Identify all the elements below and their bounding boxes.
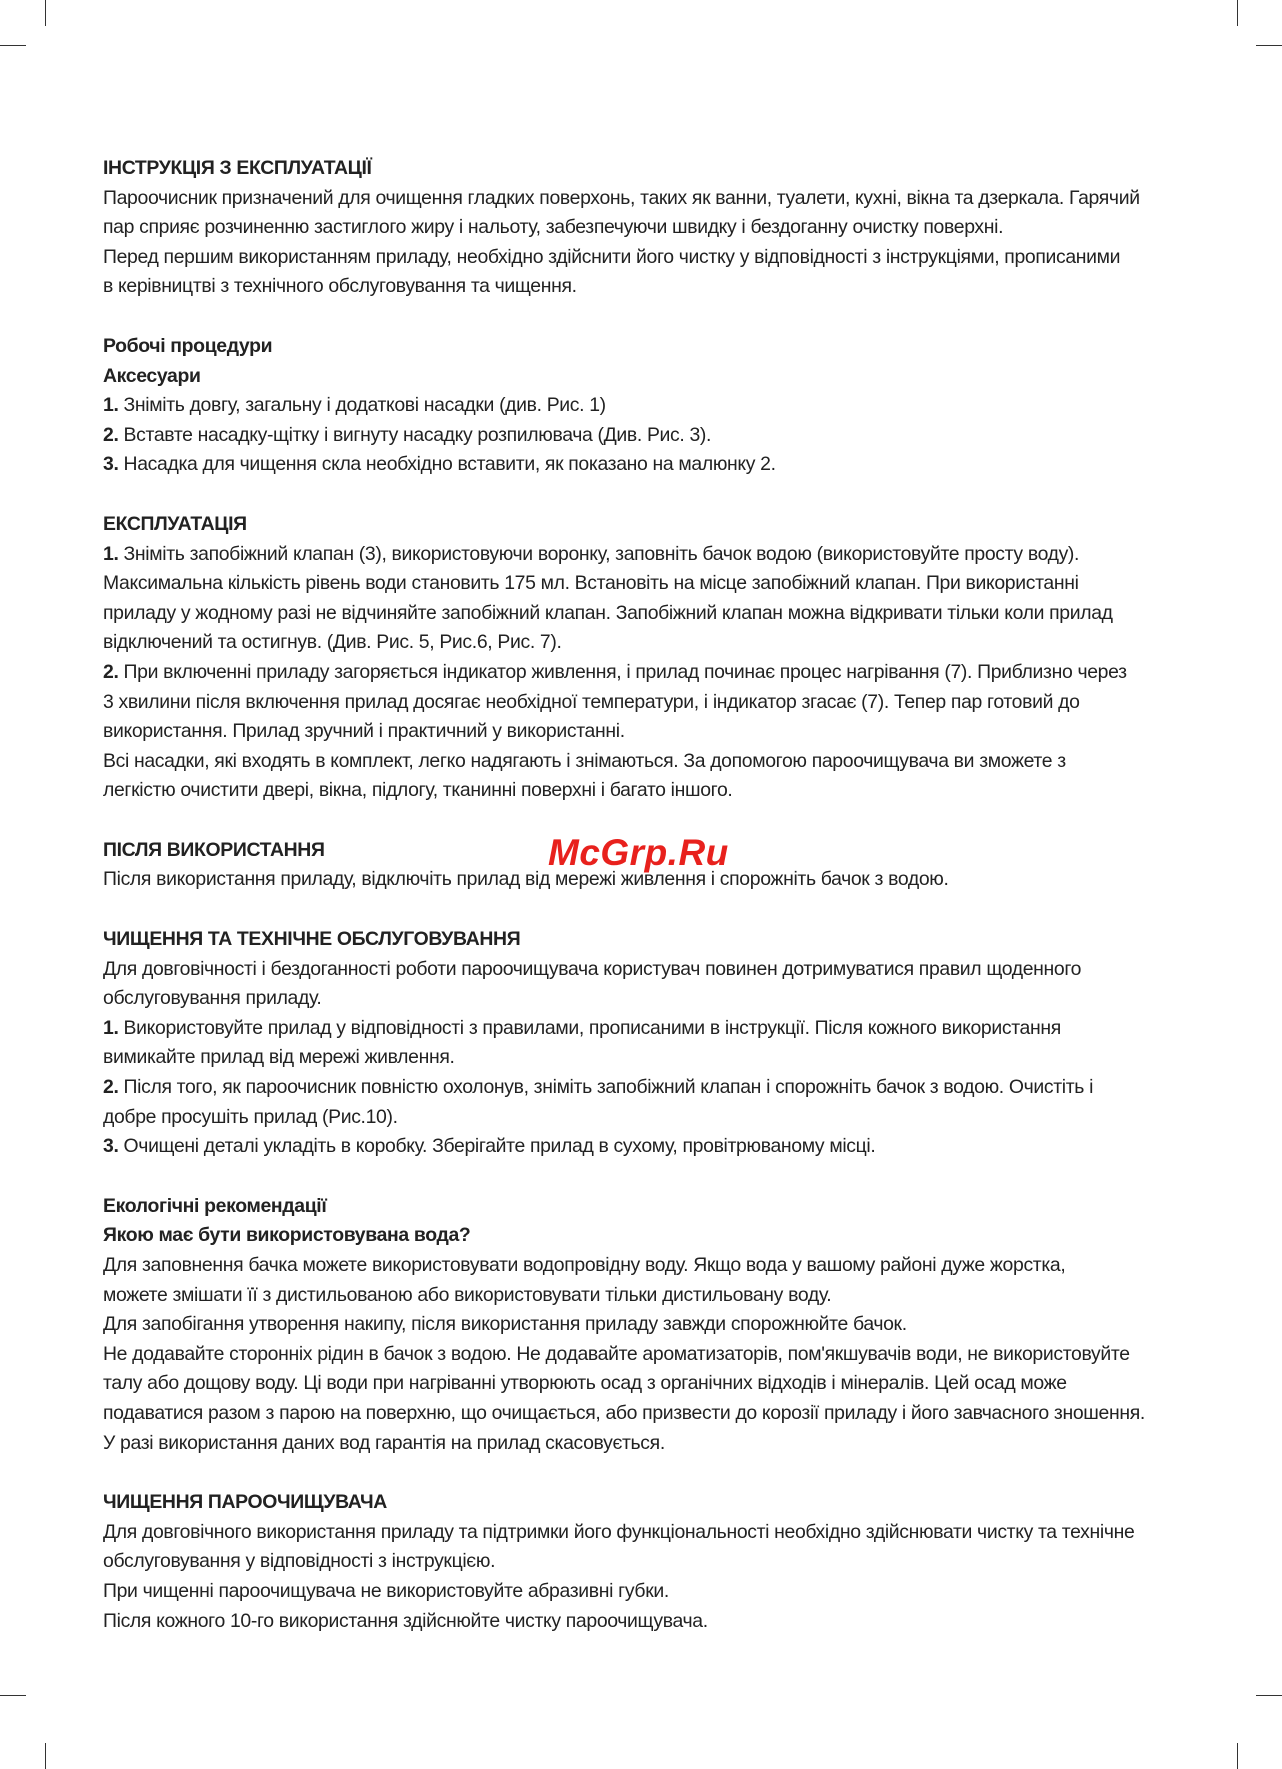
paragraph-line: в керівництві з технічного обслуговування та чищення.: [103, 275, 577, 298]
section-heading: ІНСТРУКЦІЯ З ЕКСПЛУАТАЦІЇ: [103, 157, 372, 179]
paragraph-line: [103, 658, 1178, 688]
item-number: 1.: [103, 542, 119, 565]
paragraph-line: [103, 599, 1178, 629]
item-text: Насадка для чищення скла необхідно вставити, як показано на малюнку 2.: [118, 453, 776, 476]
paragraph-line: Перед першим використанням приладу, необхідно здійснити його чистку у відповідності з інструкціями, прописаними: [103, 245, 1121, 268]
paragraph-line: У разі використання даних вод гарантія на прилад скасовується.: [103, 1431, 665, 1454]
paragraph-line: [103, 628, 1178, 658]
paragraph-line: Пароочисник призначений для очищення гладких поверхонь, таких як ванни, туалети, кухні, вікна та дзеркала. Гарячий: [103, 186, 1140, 209]
crop-mark: [45, 0, 46, 26]
list-item: [103, 391, 1178, 421]
section-steam-cleaner-cleaning: [103, 1488, 1183, 1636]
section-heading: ЧИЩЕННЯ ПАРООЧИЩУВАЧА: [103, 1491, 387, 1514]
section-operation: [103, 510, 1183, 806]
crop-mark: [45, 1743, 46, 1769]
paragraph-line: Для довговічного використання приладу та підтримки його функціональності необхідно здійснювати чистку та технічне: [103, 1520, 1135, 1543]
paragraph-line: Не додавайте сторонніх рідин в бачок з водою. Не додавайте ароматизаторів, пом'якшувачів води, не використовуйте: [103, 1342, 1130, 1365]
line-text: відключений та остигнув. (Див. Рис. 5, Рис.6, Рис. 7).: [103, 631, 562, 654]
section-subheading: Якою має бути використовувана вода?: [103, 1224, 471, 1247]
crop-mark: [1237, 1743, 1238, 1769]
list-item: [103, 450, 1178, 480]
line-text: приладу у жодному разі не відчиняйте запобіжний клапан. Запобіжний клапан можна відкривати тільки коли прилад: [103, 601, 1113, 624]
section-cleaning-maintenance: [103, 925, 1183, 1162]
paragraph-line: Для запобігання утворення накипу, після використання приладу завжди спорожнюйте бачок.: [103, 1313, 907, 1336]
crop-mark: [0, 1695, 26, 1696]
section-procedures: [103, 332, 1183, 480]
paragraph-line: [103, 1043, 1178, 1073]
section-heading: Екологічні рекомендації: [103, 1194, 327, 1217]
line-text: вимикайте прилад від мережі живлення.: [103, 1046, 455, 1069]
paragraph-line: [103, 747, 1178, 777]
item-number: 2.: [103, 423, 119, 446]
crop-mark: [1256, 45, 1282, 46]
line-text: Максимальна кількість рівень води становить 175 мл. Встановіть на місце запобіжний клапан. При використанні: [103, 572, 1079, 595]
line-text: 3 хвилини після включення прилад досягає необхідної температури, і індикатор згасає (7). Тепер пар готовий до: [103, 690, 1080, 713]
paragraph-line: [103, 1014, 1178, 1044]
section-heading: Робочі процедури: [103, 334, 273, 357]
paragraph-line: Після використання приладу, відключіть прилад від мережі живлення і спорожніть бачок з водою.: [103, 868, 949, 891]
list-item: [103, 421, 1178, 451]
paragraph-line: Для заповнення бачка можете використовувати водопровідну воду. Якщо вода у вашому районі дуже жорстка,: [103, 1254, 1066, 1276]
section-ecology: [103, 1192, 1183, 1458]
section-instructions: [103, 154, 1183, 302]
watermark-logo: McGrp.Ru: [548, 832, 729, 873]
paragraph-line: [103, 540, 1178, 570]
document-body: [103, 154, 1183, 1636]
paragraph-line: [103, 717, 1178, 747]
paragraph-line: талу або дощову воду. Ці води при нагріванні утворюють осад з органічних відходів і мінералів. Цей осад може: [103, 1372, 1067, 1395]
crop-mark: [1237, 0, 1238, 26]
paragraph-line: При чищенні пароочищувача не використовуйте абразивні губки.: [103, 1579, 669, 1602]
paragraph-line: [103, 1073, 1178, 1103]
paragraph-line: можете змішати її з дистильованою або використовувати тільки дистильовану воду.: [103, 1283, 832, 1306]
line-text: Всі насадки, які входять в комплект, легко надягають і знімаються. За допомогою пароочищувача ви зможете з: [103, 749, 1066, 772]
paragraph-line: подаватися разом з парою на поверхню, що очищається, або призвести до корозії приладу і його завчасного зношення.: [103, 1401, 1145, 1424]
section-heading: ЕКСПЛУАТАЦІЯ: [103, 512, 247, 535]
item-text: Зніміть довгу, загальну і додаткові насадки (див. Рис. 1): [118, 394, 606, 417]
item-number: 1.: [103, 394, 119, 417]
item-number: 2.: [103, 660, 119, 683]
item-number: 1.: [103, 1016, 119, 1039]
paragraph-line: [103, 984, 1178, 1014]
item-text: Вставте насадку-щітку і вигнуту насадку розпилювача (Див. Рис. 3).: [118, 423, 712, 446]
crop-mark: [0, 45, 26, 46]
line-text: легкістю очистити двері, вікна, підлогу, тканинні поверхні і багато іншого.: [103, 779, 733, 802]
section-heading: ПІСЛЯ ВИКОРИСТАННЯ: [103, 838, 325, 861]
paragraph-line: [103, 569, 1178, 599]
item-number: 2.: [103, 1076, 119, 1099]
item-number: 3.: [103, 453, 119, 476]
crop-mark: [1256, 1695, 1282, 1696]
paragraph-line: [103, 688, 1178, 718]
paragraph-line: [103, 1132, 1178, 1162]
section-subheading: Аксесуари: [103, 364, 201, 387]
line-text: добре просушіть прилад (Рис.10).: [103, 1105, 398, 1128]
line-text: Використовуйте прилад у відповідності з правилами, прописаними в інструкції. Після кожного використання: [118, 1016, 1061, 1039]
line-text: Для довговічності і бездоганності роботи пароочищувача користувач повинен дотримуватися правил щоденного: [103, 957, 1082, 980]
section-heading: ЧИЩЕННЯ ТА ТЕХНІЧНЕ ОБСЛУГОВУВАННЯ: [103, 928, 521, 951]
line-text: використання. Прилад зручний і практичний у використанні.: [103, 720, 625, 743]
paragraph-line: [103, 955, 1178, 985]
line-text: При включенні приладу загоряється індикатор живлення, і прилад починає процес нагрівання (7). Приблизно через: [118, 660, 1127, 683]
paragraph-line: пар сприяє розчиненню застиглого жиру і нальоту, забезпечуючи швидку і бездоганну очистку поверхні.: [103, 216, 1004, 239]
item-number: 3.: [103, 1135, 119, 1158]
paragraph-line: [103, 1103, 1178, 1133]
line-text: Зніміть запобіжний клапан (3), використовуючи воронку, заповніть бачок водою (використовуйте просту воду).: [118, 542, 1080, 565]
line-text: обслуговування приладу.: [103, 987, 322, 1010]
line-text: Очищені деталі укладіть в коробку. Зберігайте прилад в сухому, провітрюваному місці.: [118, 1135, 876, 1158]
paragraph-line: обслуговування у відповідності з інструкцією.: [103, 1550, 496, 1573]
paragraph-line: Після кожного 10-го використання здійснюйте чистку пароочищувача.: [103, 1609, 708, 1632]
line-text: Після того, як пароочисник повністю охолонув, зніміть запобіжний клапан і спорожніть бачок з водою. Очистіть і: [118, 1076, 1094, 1099]
paragraph-line: [103, 776, 1178, 806]
